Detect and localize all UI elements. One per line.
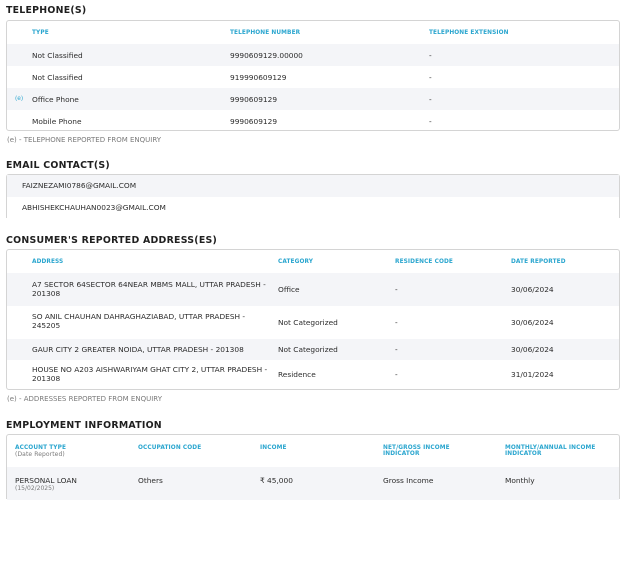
telephones-section-title: TELEPHONE(S)	[6, 5, 87, 16]
list-item	[7, 175, 619, 197]
addresses-table	[6, 249, 620, 390]
employment-header-monthly-annual: MONTHLY/ANNUAL INCOME INDICATOR	[505, 445, 596, 458]
telephones-header-type: TYPE	[32, 30, 49, 36]
address-date-reported: 30/06/2024	[511, 318, 554, 327]
address-category: Not Categorized	[278, 318, 338, 327]
employment-account-type	[15, 476, 77, 492]
table-row	[7, 339, 619, 360]
address-date-reported: 31/01/2024	[511, 370, 554, 379]
addresses-note: (e) - ADDRESSES REPORTED FROM ENQUIRY	[7, 395, 162, 403]
telephone-type: Office Phone	[32, 95, 79, 104]
telephones-header-number: TELEPHONE NUMBER	[230, 30, 301, 36]
employment-header-date-reported: (Date Reported)	[15, 451, 65, 459]
employment-occupation-code: Others	[138, 476, 163, 485]
email-address: FAIZNEZAMI0786@GMAIL.COM	[22, 181, 137, 190]
telephone-extension: -	[429, 51, 432, 60]
addresses-header-date-reported: DATE REPORTED	[511, 259, 566, 265]
address-residence-code: -	[395, 285, 398, 294]
employment-header-account-type-label: ACCOUNT TYPE	[15, 445, 67, 451]
telephones-table	[6, 20, 620, 131]
address-category: Not Categorized	[278, 345, 338, 354]
address-residence-code: -	[395, 318, 398, 327]
address-text: A7 SECTOR 64SECTOR 64NEAR MBMS MALL, UTTAR PRADESH - 201308	[32, 280, 266, 298]
telephones-header-extension: TELEPHONE EXTENSION	[429, 30, 509, 36]
employment-date-reported: (15/02/2025)	[15, 485, 55, 492]
addresses-header-address: ADDRESS	[32, 259, 64, 265]
employment-header-net-gross: NET/GROSS INCOME INDICATOR	[383, 445, 450, 458]
emails-section-title: EMAIL CONTACT(S)	[6, 160, 110, 171]
address-text: HOUSE NO A203 AISHWARIYAM GHAT CITY 2, UTTAR PRADESH - 201308	[32, 365, 268, 383]
address-category: Residence	[278, 370, 316, 379]
table-row	[7, 360, 619, 390]
addresses-section-title: CONSUMER'S REPORTED ADDRESS(ES)	[6, 235, 218, 246]
address-category: Office	[278, 285, 300, 294]
address-residence-code: -	[395, 345, 398, 354]
table-row	[7, 44, 619, 66]
address-date-reported: 30/06/2024	[511, 285, 554, 294]
employment-section-title: EMPLOYMENT INFORMATION	[6, 420, 162, 431]
email-address: ABHISHEKCHAUHAN0023@GMAIL.COM	[22, 203, 166, 212]
address-date-reported: 30/06/2024	[511, 345, 554, 354]
table-row	[7, 110, 619, 131]
telephone-extension: -	[429, 95, 432, 104]
employment-net-gross: Gross Income	[383, 476, 434, 485]
table-row	[7, 467, 619, 500]
employment-account-type-label: PERSONAL LOAN	[15, 476, 77, 485]
employment-monthly-annual: Monthly	[505, 476, 535, 485]
employment-header-income: INCOME	[260, 445, 287, 451]
telephone-type: Not Classified	[32, 51, 83, 60]
telephone-extension: -	[429, 117, 432, 126]
employment-income: ₹ 45,000	[260, 476, 293, 485]
telephone-number: 919990609129	[230, 73, 287, 82]
telephone-extension: -	[429, 73, 432, 82]
table-row	[7, 88, 619, 110]
telephone-type: Mobile Phone	[32, 117, 82, 126]
employment-table	[6, 434, 620, 499]
emails-table	[6, 174, 620, 218]
address-text: SO ANIL CHAUHAN DAHRAGHAZIABAD, UTTAR PRADESH - 245205	[32, 312, 246, 330]
list-item	[7, 197, 619, 219]
table-row	[7, 273, 619, 306]
telephones-note: (e) - TELEPHONE REPORTED FROM ENQUIRY	[7, 136, 162, 144]
telephone-number: 9990609129	[230, 95, 278, 104]
telephone-type: Not Classified	[32, 73, 83, 82]
employment-header-account-type	[15, 445, 66, 458]
enquiry-tag: (e)	[15, 96, 24, 102]
table-row	[7, 66, 619, 88]
address-residence-code: -	[395, 370, 398, 379]
telephone-number: 9990609129.00000	[230, 51, 303, 60]
addresses-header-residence-code: RESIDENCE CODE	[395, 259, 453, 265]
table-row	[7, 306, 619, 339]
addresses-header-category: CATEGORY	[278, 259, 314, 265]
telephone-number: 9990609129	[230, 117, 278, 126]
employment-header-occupation-code: OCCUPATION CODE	[138, 445, 202, 451]
address-text: GAUR CITY 2 GREATER NOIDA, UTTAR PRADESH - 201308	[32, 345, 244, 354]
